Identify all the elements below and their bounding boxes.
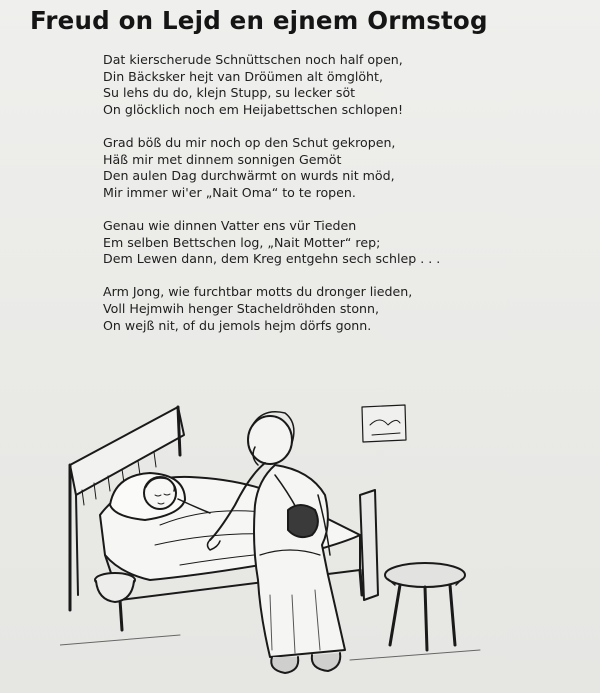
stool	[385, 563, 465, 650]
stanza-2	[103, 135, 503, 201]
bedside-illustration	[60, 395, 560, 690]
poem-title: Freud on Lejd en ejnem Ormstog	[30, 6, 488, 35]
poem-line: On wejß nit, of du jemols hejm dörfs gonn.	[103, 317, 372, 333]
poem-line: Su lehs du do, klejn Stupp, su lecker söt	[103, 85, 356, 101]
poem-body	[103, 52, 503, 351]
poem-line: Em selben Bettschen log, „Nait Motter“ rep;	[103, 234, 381, 250]
poem-line: Dem Lewen dann, dem Kreg entgehn sech schlep . . .	[103, 251, 441, 267]
poem-line: Din Bäcksker hejt van Dröümen alt ömglöht,	[103, 68, 383, 84]
poem-line: Häß mir met dinnem sonnigen Gemöt	[103, 151, 342, 167]
poem-line: Genau wie dinnen Vatter ens vür Tieden	[103, 217, 357, 233]
chamber-pot	[95, 573, 135, 602]
poem-line: Grad böß du mir noch op den Schut gekropen,	[103, 134, 396, 150]
poem-line: Voll Hejmwih henger Stacheldröhden stonn,	[103, 300, 380, 316]
poem-line: Arm Jong, wie furchtbar motts du dronger lieden,	[103, 284, 413, 300]
stanza-3	[103, 218, 503, 268]
poem-line: Dat kierscherude Schnüttschen noch half open,	[103, 52, 403, 67]
stanza-4	[103, 284, 503, 334]
poem-line: On glöcklich noch em Heijabettschen schlopen!	[103, 101, 404, 117]
stanza-1	[103, 52, 503, 118]
poem-line: Den aulen Dag durchwärmt on wurds nit möd,	[103, 168, 395, 184]
wall-picture	[362, 405, 406, 442]
poem-line: Mir immer wi'er „Nait Oma“ to te ropen.	[103, 184, 356, 200]
